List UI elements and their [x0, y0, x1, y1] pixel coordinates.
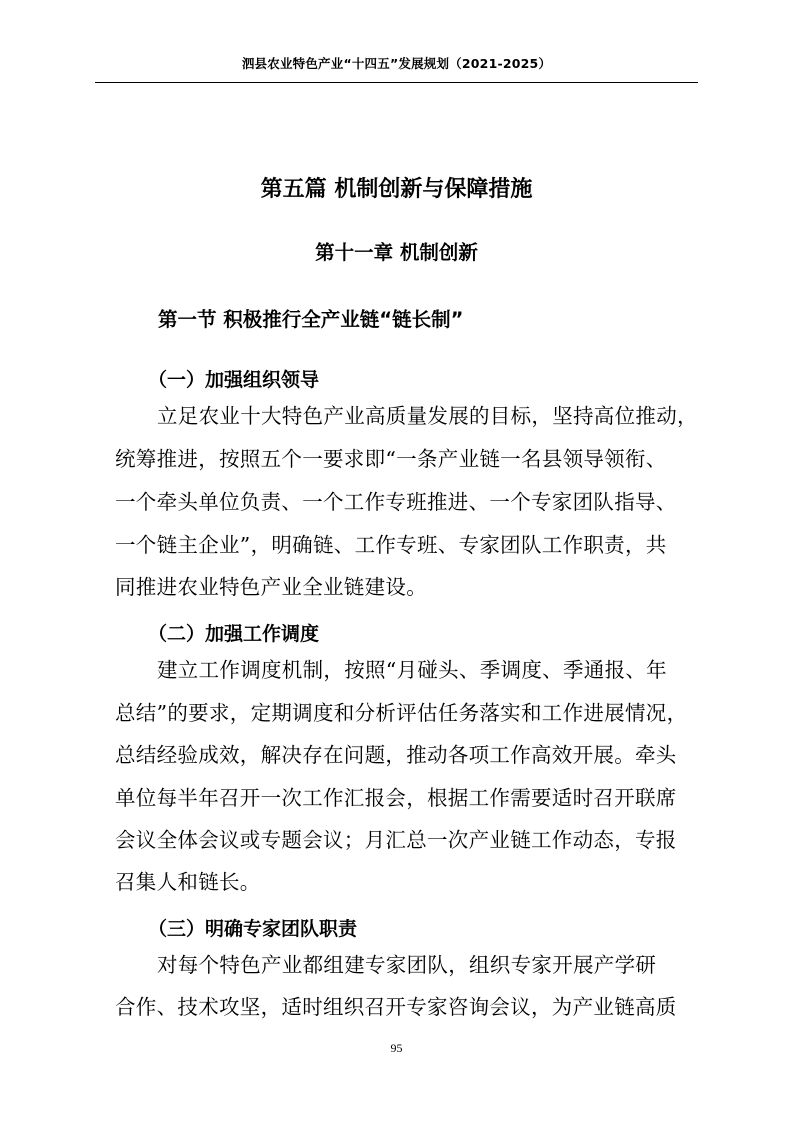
paragraph-line: 建立工作调度机制，按照“月碰头、季调度、季通报、年: [157, 658, 667, 682]
paragraph-line: 召集人和链长。: [115, 870, 261, 894]
page-number: 95: [390, 1041, 403, 1055]
paragraph-line: 会议全体会议或专题会议；月汇总一次产业链工作动态，专报: [115, 828, 677, 852]
paragraph-line: 总结”的要求，定期调度和分析评估任务落实和工作进展情况，: [115, 701, 688, 725]
paragraph-line: 立足农业十大特色产业高质量发展的目标，坚持高位推动，: [157, 404, 698, 428]
paragraph-line: 一个链主企业”，明确链、工作专班、专家团队工作职责，共: [115, 533, 667, 557]
part-title: 第五篇 机制创新与保障措施: [260, 177, 533, 202]
running-header: 泗县农业特色产业“十四五”发展规划（2021-2025）: [241, 56, 552, 71]
paragraph-line: 合作、技术攻坚，适时组织召开专家咨询会议，为产业链高质: [115, 995, 677, 1019]
paragraph-line: 统筹推进，按照五个一要求即“一条产业链一名县领导领衔、: [115, 447, 667, 471]
paragraph-line: 同推进农业特色产业全业链建设。: [115, 575, 427, 599]
section-title: 第一节 积极推行全产业链“链长制”: [158, 308, 464, 331]
paragraph-line: 一个牵头单位负责、一个工作专班推进、一个专家团队指导、: [115, 490, 677, 514]
paragraph-line: 单位每半年召开一次工作汇报会，根据工作需要适时召开联席: [115, 786, 677, 810]
paragraph-line: 对每个特色产业都组建专家团队，组织专家开展产学研: [157, 953, 657, 977]
subheading-organization: （一）加强组织领导: [148, 369, 320, 391]
paragraph-line: 总结经验成效，解决存在问题，推动各项工作高效开展。牵头: [115, 743, 677, 767]
header-rule: [95, 82, 698, 83]
subheading-expert-team: （三）明确专家团队职责: [148, 918, 358, 940]
subheading-scheduling: （二）加强工作调度: [148, 623, 320, 645]
chapter-title: 第十一章 机制创新: [315, 241, 478, 264]
